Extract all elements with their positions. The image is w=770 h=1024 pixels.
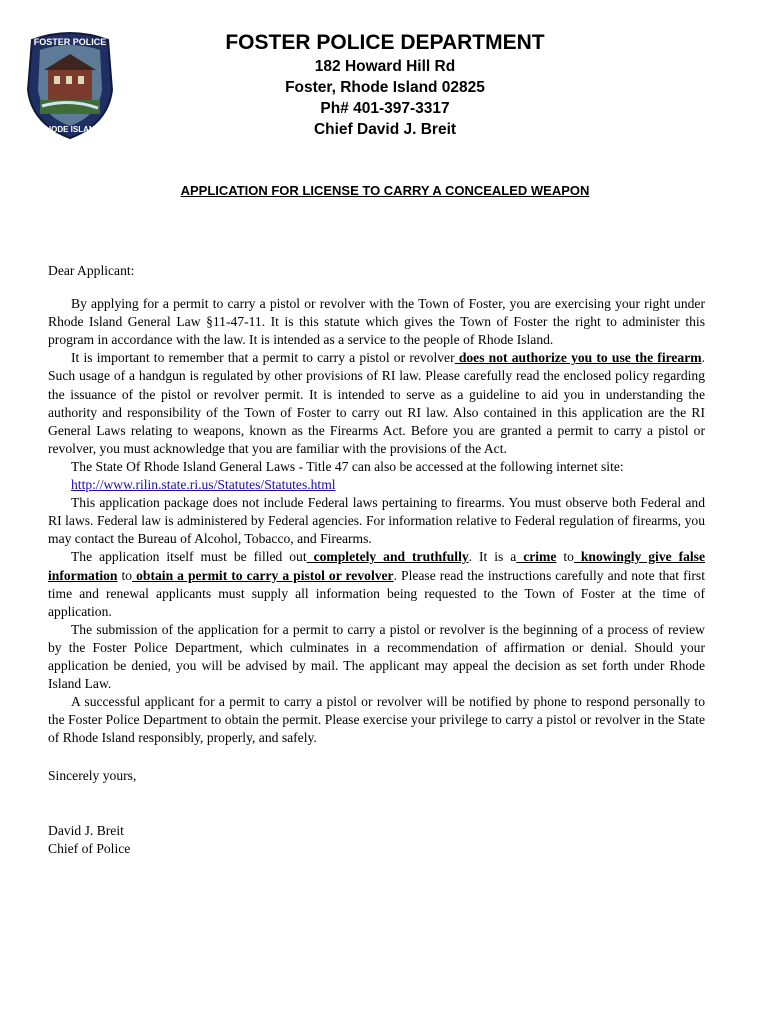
p5-c: . It is a	[468, 549, 517, 565]
emphasis-false-information: knowingly give false information	[48, 549, 706, 583]
paragraph-2-text: It is important to remember that a permit to carry a pistol or revolver	[71, 350, 455, 366]
emphasis-completely-truthfully: completely and truthfully	[306, 549, 469, 565]
statutes-link[interactable]: http://www.rilin.state.ri.us/Statutes/Statutes.html	[71, 477, 336, 493]
p5-g: to	[117, 567, 133, 583]
department-phone: Ph# 401-397-3317	[320, 100, 450, 117]
signer-name: David J. Breit	[48, 822, 124, 838]
paragraph-3-text: The State Of Rhode Island General Laws - Title 47 can also be accessed at the following internet site:	[71, 458, 624, 474]
document-title: APPLICATION FOR LICENSE TO CARRY A CONCEALED WEAPON	[180, 183, 590, 198]
paragraph-5	[48, 548, 705, 620]
letter-body	[48, 262, 705, 858]
greeting: Dear Applicant:	[48, 263, 135, 278]
emphasis-use-firearm: does not authorize you to use the firearm	[454, 350, 702, 366]
department-address: 182 Howard Hill Rd	[314, 58, 456, 75]
paragraph-1: By applying for a permit to carry a pistol or revolver with the Town of Foster, you are exercising your right under Rhode Island General Law §11-47-11. It is this statute which gives the Town of Foster the right to administer this program in accordance with the law. It is intended as a service to the people of Rhode Island.	[48, 296, 705, 348]
badge-top-text: FOSTER POLICE	[33, 37, 107, 47]
p5-i: . Please read the instructions carefully and note that first time and renewal applicants must supply all information being requested to the Town of Foster at the time of application.	[48, 567, 706, 619]
paragraph-4: This application package does not include Federal laws pertaining to firearms. You must observe both Federal and RI laws. Federal law is administered by Federal agencies. For information relative to Federal regulation of firearms, you may contact the Bureau of Alcohol, Tobacco, and Firearms.	[48, 495, 705, 547]
paragraph-7: A successful applicant for a permit to carry a pistol or revolver will be notified by phone to respond personally to the Foster Police Department to obtain the permit. Please exercise your privilege to carry a pistol or revolver in the State of Rhode Island responsibly, properly, and safely.	[48, 694, 705, 746]
p5-a: The application itself must be filled out	[71, 549, 307, 565]
department-name: FOSTER POLICE DEPARTMENT	[225, 31, 545, 54]
closing: Sincerely yours,	[48, 768, 137, 784]
signature-block	[48, 822, 705, 858]
signer-title: Chief of Police	[48, 840, 131, 856]
emphasis-obtain-permit: obtain a permit to carry a pistol or revolver	[132, 567, 394, 583]
letterhead	[0, 30, 770, 140]
emphasis-crime: crime	[516, 549, 557, 565]
paragraph-3	[48, 458, 705, 494]
paragraph-2	[48, 349, 705, 458]
department-city: Foster, Rhode Island 02825	[285, 79, 485, 96]
department-chief: Chief David J. Breit	[313, 121, 457, 138]
p5-e: to	[556, 549, 574, 565]
badge-bottom-text: RHODE ISLAND	[39, 125, 101, 134]
paragraph-6: The submission of the application for a permit to carry a pistol or revolver is the beginning of a process of review by the Foster Police Department, which culminates in a recommendation of affirmation or denial. Should your application be denied, you will be advised by mail. The applicant may appeal the decision as set forth under Rhode Island Law.	[48, 621, 705, 692]
paragraph-2-text-cont: . Such usage of a handgun is regulated by other provisions of RI law. Please carefully read the enclosed policy regarding the issuance of the pistol or revolver permit. It is intended to serve as a guideline to aid you in understanding the authority and responsibility of the Town of Foster to carry out RI law. Also contained in this application are the RI General Laws relating to weapons, known as the Firearms Act. Before you are granted a permit to carry a pistol or revolver, you must acknowledge that you are familiar with the provisions of the Act.	[48, 350, 705, 456]
